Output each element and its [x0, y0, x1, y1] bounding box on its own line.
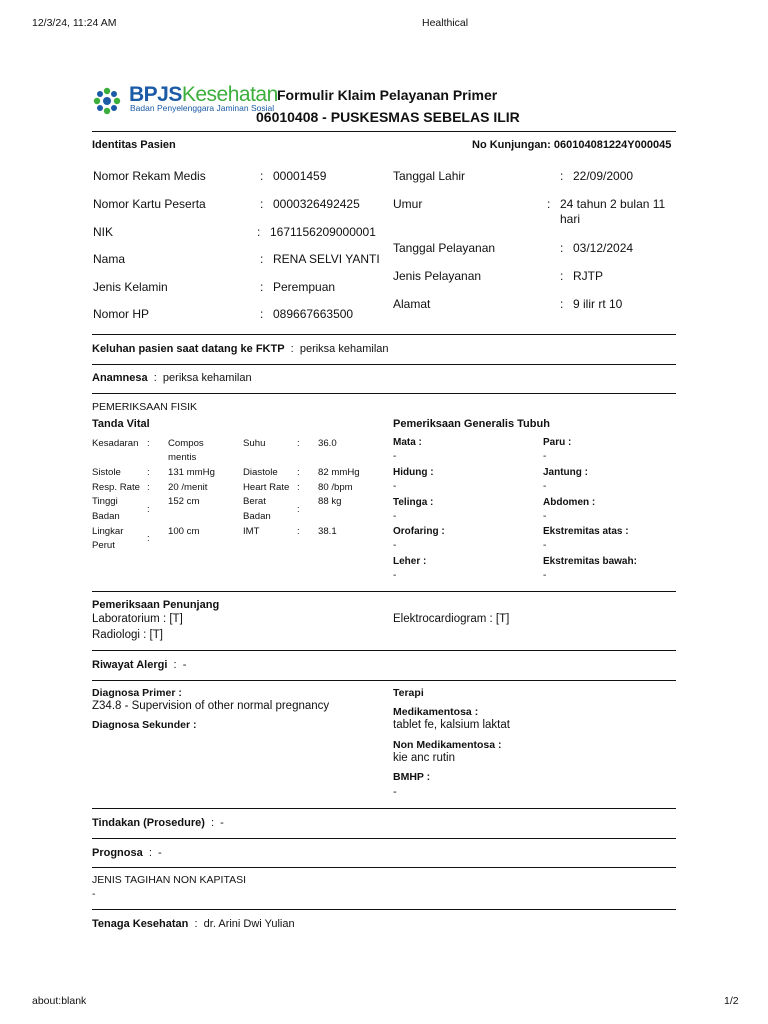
field-label: Jenis Pelayanan	[393, 269, 482, 283]
vital-label: Heart Rate	[243, 482, 290, 493]
anamnesa-value: periksa kehamilan	[162, 372, 252, 384]
logo-bpjs: BPJS	[129, 83, 182, 106]
prognosa-row: Prognosa : -	[92, 847, 162, 859]
no-kunjungan: No Kunjungan: 060104081224Y000045	[472, 139, 672, 151]
penunjang-title: Pemeriksaan Penunjang	[92, 599, 220, 611]
logo-kesehatan: Kesehatan	[181, 83, 278, 106]
generalis-value: -	[393, 481, 397, 492]
anamnesa-label: Anamnesa	[92, 372, 148, 384]
diagnosa-primer-value: Z34.8 - Supervision of other normal pregnancy	[92, 700, 330, 712]
field-value: 03/12/2024	[573, 241, 634, 255]
generalis-value: -	[543, 540, 547, 551]
page-subtitle: 06010408 - PUSKESMAS SEBELAS ILIR	[256, 109, 520, 125]
alergi-label: Riwayat Alergi	[92, 659, 168, 671]
vital-value: Compos	[168, 438, 204, 449]
vital-label-cont: Badan	[92, 511, 120, 522]
field-value-cont: hari	[560, 212, 581, 226]
terapi-title: Terapi	[393, 687, 424, 699]
field-label: Nomor HP	[93, 307, 150, 321]
field-label: Tanggal Lahir	[393, 169, 466, 183]
generalis-value: -	[393, 511, 397, 522]
vital-label: Resp. Rate	[92, 482, 140, 493]
vital-value: 82 mmHg	[318, 467, 360, 478]
bmhp-label: BMHP :	[393, 771, 431, 783]
vital-label: Lingkar	[92, 526, 124, 537]
vital-value: 80 /bpm	[318, 482, 353, 493]
vital-value: 152 cm	[168, 496, 200, 507]
field-label: Umur	[393, 197, 423, 211]
print-url: about:blank	[32, 995, 87, 1007]
field-label: Alamat	[393, 297, 431, 311]
field-value: 0000326492425	[273, 197, 360, 211]
generalis-value: -	[393, 451, 397, 462]
generalis-label: Mata :	[393, 437, 422, 448]
tanda-vital-title: Tanda Vital	[92, 418, 150, 430]
bpjs-logo-icon	[92, 86, 122, 116]
generalis-label: Ekstremitas atas :	[543, 526, 629, 537]
penunjang-lab: Laboratorium : [T]	[92, 613, 183, 625]
vital-value-cont: mentis	[168, 452, 197, 463]
penunjang-ekg: Elektrocardiogram : [T]	[393, 613, 510, 625]
generalis-label: Ekstremitas bawah:	[543, 556, 637, 567]
non-medikamentosa-label: Non Medikamentosa :	[393, 739, 502, 751]
keluhan-label: Keluhan pasien saat datang ke FKTP	[92, 343, 285, 355]
print-page-title: Healthical	[422, 17, 469, 29]
generalis-value: -	[543, 451, 547, 462]
vital-value: 38.1	[318, 526, 337, 537]
medikamentosa-label: Medikamentosa :	[393, 706, 479, 718]
diagnosa-primer-label: Diagnosa Primer :	[92, 687, 182, 699]
print-page-number: 1/2	[724, 995, 739, 1007]
vital-label: Berat	[243, 496, 266, 507]
field-value: RJTP	[573, 269, 603, 283]
identitas-label: Identitas Pasien	[92, 139, 176, 151]
page-title: Formulir Klaim Pelayanan Primer	[277, 87, 498, 103]
vital-label: Kesadaran	[92, 438, 139, 449]
generalis-label: Telinga :	[393, 497, 434, 508]
field-value: Perempuan	[273, 280, 336, 294]
anamnesa-row: Anamnesa : periksa kehamilan	[92, 372, 252, 384]
field-label: Nomor Kartu Peserta	[93, 197, 206, 211]
field-value: 1671156209000001	[270, 225, 376, 239]
alergi-row: Riwayat Alergi : -	[92, 659, 187, 671]
bmhp-value: -	[393, 786, 397, 798]
diagnosa-sekunder-label: Diagnosa Sekunder :	[92, 719, 197, 731]
generalis-value: -	[543, 481, 547, 492]
field-value: 22/09/2000	[573, 169, 634, 183]
tenaga-label: Tenaga Kesehatan	[92, 918, 189, 930]
tenaga-row: Tenaga Kesehatan : dr. Arini Dwi Yulian	[92, 918, 295, 930]
generalis-label: Jantung :	[543, 467, 588, 478]
keluhan-value: periksa kehamilan	[299, 343, 389, 355]
generalis-label: Abdomen :	[543, 497, 596, 508]
generalis-value: -	[543, 511, 547, 522]
vital-value: 36.0	[318, 438, 337, 449]
generalis-value: -	[393, 570, 397, 581]
field-label: Nama	[93, 252, 126, 266]
vital-label: IMT	[243, 526, 260, 537]
keluhan-row: Keluhan pasien saat datang ke FKTP : periksa kehamilan	[92, 343, 389, 355]
prognosa-value: -	[158, 847, 162, 859]
vital-label: Diastole	[243, 467, 278, 478]
field-value: 00001459	[273, 169, 327, 183]
field-value: 9 ilir rt 10	[573, 297, 623, 311]
vital-label: Sistole	[92, 467, 121, 478]
field-label: Jenis Kelamin	[93, 280, 168, 294]
tindakan-label: Tindakan (Prosedure)	[92, 817, 205, 829]
penunjang-radiologi: Radiologi : [T]	[92, 629, 163, 641]
vital-value: 131 mmHg	[168, 467, 215, 478]
generalis-label: Hidung :	[393, 467, 434, 478]
field-value: 24 tahun 2 bulan 11	[560, 197, 666, 211]
vital-label-cont: Perut	[92, 540, 115, 551]
generalis-value: -	[543, 570, 547, 581]
print-datetime: 12/3/24, 11:24 AM	[32, 17, 117, 29]
vital-label: Suhu	[243, 438, 266, 449]
medikamentosa-value: tablet fe, kalsium laktat	[393, 719, 510, 731]
tagihan-title: JENIS TAGIHAN NON KAPITASI	[92, 874, 247, 886]
generalis-label: Leher :	[393, 556, 427, 567]
tagihan-value: -	[92, 888, 96, 900]
vital-value: 100 cm	[168, 526, 200, 537]
tindakan-row: Tindakan (Prosedure) : -	[92, 817, 224, 829]
generalis-title: Pemeriksaan Generalis Tubuh	[393, 418, 550, 430]
vital-value: 88 kg	[318, 496, 342, 507]
field-label: Tanggal Pelayanan	[393, 241, 496, 255]
generalis-label: Orofaring :	[393, 526, 445, 537]
tenaga-value: dr. Arini Dwi Yulian	[203, 918, 295, 930]
logo-subtitle: Badan Penyelenggara Jaminan Sosial	[130, 103, 275, 113]
generalis-value: -	[393, 540, 397, 551]
generalis-label: Paru :	[543, 437, 572, 448]
vital-label: Tinggi	[92, 496, 118, 507]
vital-value: 20 /menit	[168, 482, 208, 493]
tindakan-value: -	[220, 817, 224, 829]
vital-label-cont: Badan	[243, 511, 271, 522]
field-label: Nomor Rekam Medis	[93, 169, 206, 183]
prognosa-label: Prognosa	[92, 847, 143, 859]
field-value: 089667663500	[273, 307, 354, 321]
alergi-value: -	[182, 659, 187, 671]
fisik-title: PEMERIKSAAN FISIK	[92, 401, 198, 413]
field-value: RENA SELVI YANTI	[273, 252, 380, 266]
field-label: NIK	[93, 225, 114, 239]
non-medikamentosa-value: kie anc rutin	[393, 752, 456, 764]
